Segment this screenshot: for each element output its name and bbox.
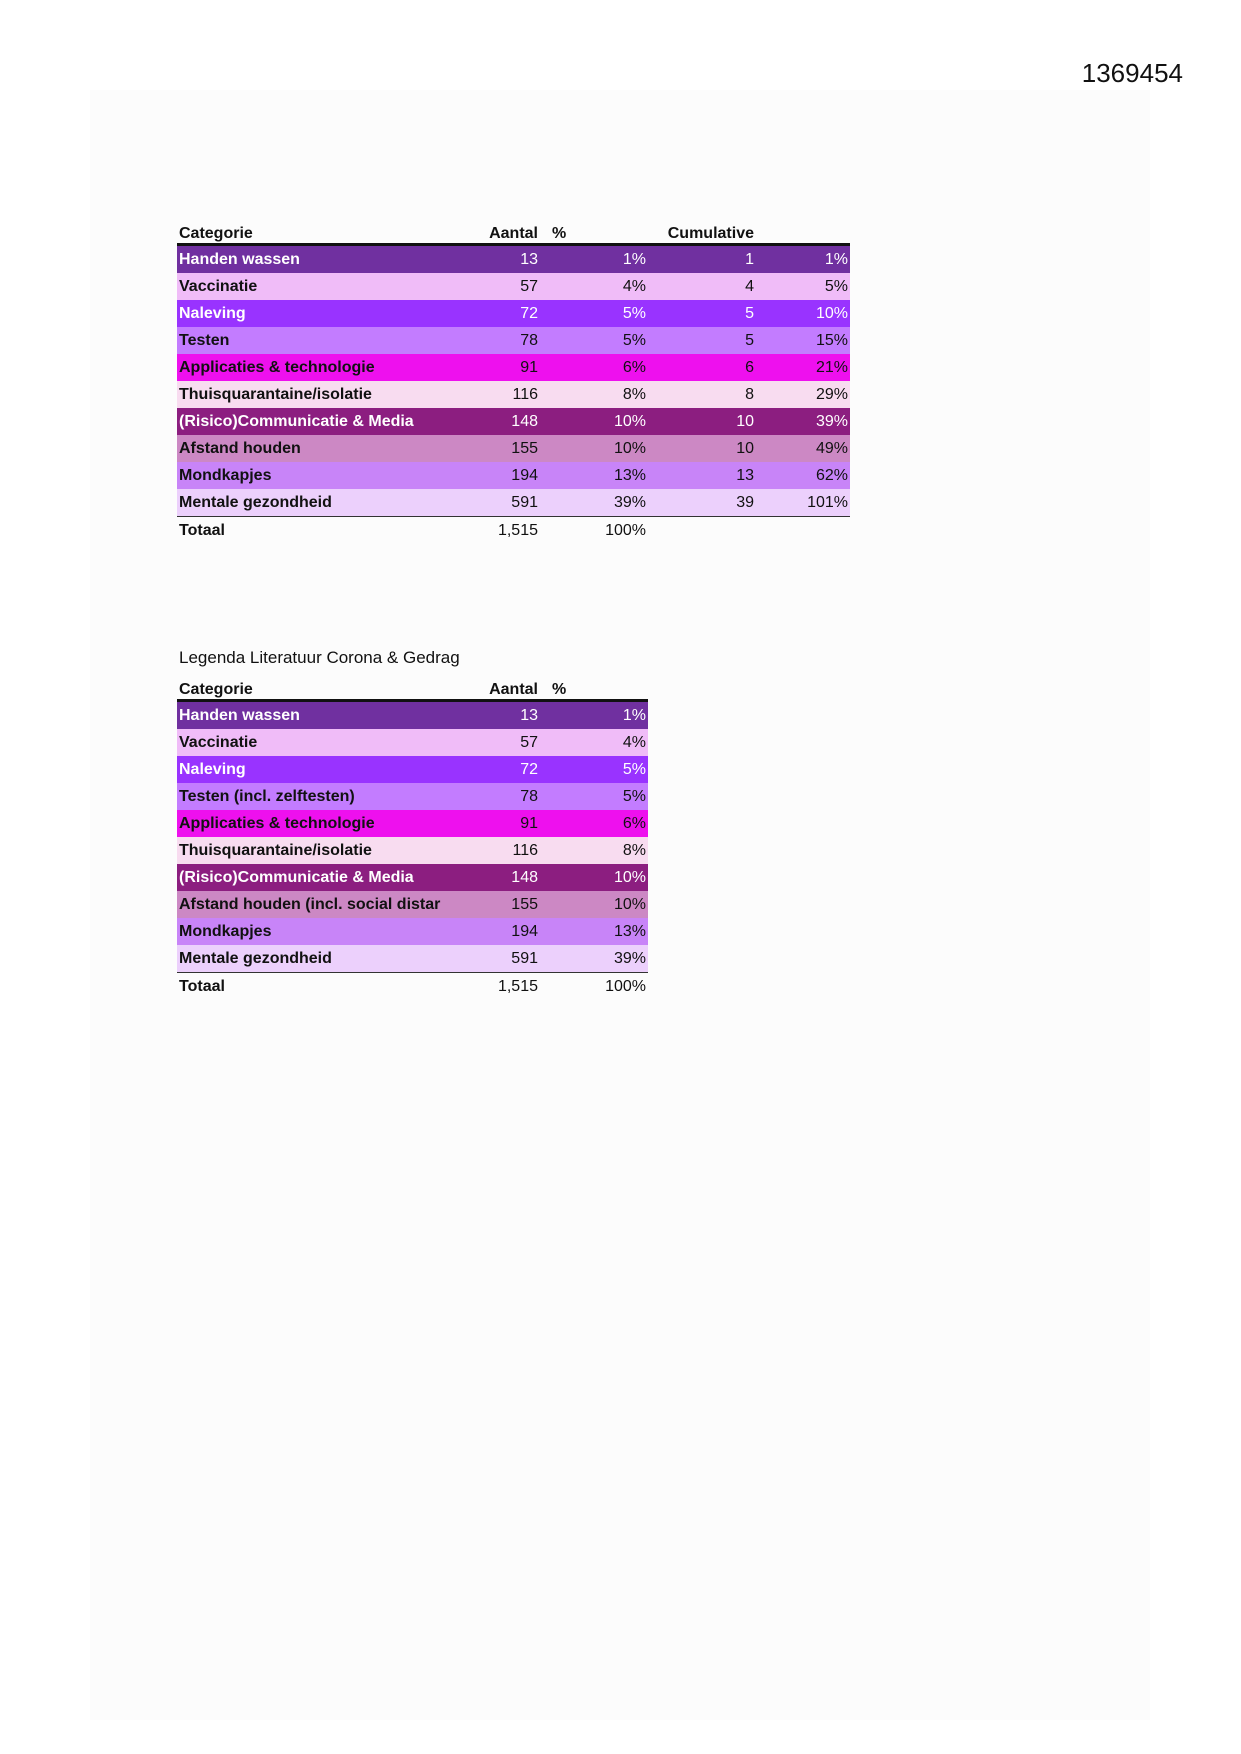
cumulative-count-cell: 8 xyxy=(648,381,756,408)
category-cell: Mondkapjes xyxy=(177,918,456,945)
category-cell: Applicaties & technologie xyxy=(177,810,456,837)
count-cell: 72 xyxy=(456,300,540,327)
header-category: Categorie xyxy=(179,681,253,698)
cumulative-count-cell: 10 xyxy=(648,435,756,462)
category-cell: Applicaties & technologie xyxy=(177,354,456,381)
total-row xyxy=(177,973,648,1001)
cumulative-count-cell: 39 xyxy=(648,489,756,517)
cumulative-percent-cell: 1% xyxy=(756,245,850,274)
count-cell: 91 xyxy=(456,354,540,381)
percent-cell: 39% xyxy=(540,945,648,973)
table-row xyxy=(177,273,850,300)
cumulative-percent-cell: 5% xyxy=(756,273,850,300)
table-row xyxy=(177,810,648,837)
category-cell: Naleving xyxy=(177,300,456,327)
cumulative-percent-cell: 39% xyxy=(756,408,850,435)
table-row xyxy=(177,918,648,945)
category-cell: (Risico)Communicatie & Media xyxy=(177,864,456,891)
category-table xyxy=(177,216,850,544)
header-count: Aantal xyxy=(489,225,538,242)
count-cell: 591 xyxy=(456,489,540,517)
legend-table xyxy=(177,672,648,1000)
cumulative-count-cell: 10 xyxy=(648,408,756,435)
percent-cell: 5% xyxy=(540,327,648,354)
percent-cell: 13% xyxy=(540,462,648,489)
cumulative-percent-cell: 101% xyxy=(756,489,850,517)
count-cell: 148 xyxy=(456,408,540,435)
category-cell: Thuisquarantaine/isolatie xyxy=(177,381,456,408)
count-cell: 78 xyxy=(456,327,540,354)
total-count: 1,515 xyxy=(497,977,538,995)
table-row xyxy=(177,435,850,462)
percent-cell: 8% xyxy=(540,837,648,864)
category-cell: (Risico)Communicatie & Media xyxy=(177,408,456,435)
table-row xyxy=(177,300,850,327)
total-label: Totaal xyxy=(179,521,225,539)
category-cell: Vaccinatie xyxy=(177,729,456,756)
percent-cell: 8% xyxy=(540,381,648,408)
count-cell: 116 xyxy=(456,381,540,408)
count-cell: 148 xyxy=(456,864,540,891)
count-cell: 155 xyxy=(456,891,540,918)
percent-cell: 10% xyxy=(540,408,648,435)
count-cell: 13 xyxy=(456,701,540,730)
table-row xyxy=(177,245,850,274)
total-count: 1,515 xyxy=(497,521,538,539)
cumulative-count-cell: 4 xyxy=(648,273,756,300)
count-cell: 591 xyxy=(456,945,540,973)
total-percent: 100% xyxy=(605,521,646,539)
header-row xyxy=(177,672,648,701)
category-cell: Mondkapjes xyxy=(177,462,456,489)
count-cell: 78 xyxy=(456,783,540,810)
cumulative-percent-cell: 62% xyxy=(756,462,850,489)
count-cell: 91 xyxy=(456,810,540,837)
category-cell: Handen wassen xyxy=(177,701,456,730)
percent-cell: 5% xyxy=(540,300,648,327)
count-cell: 57 xyxy=(456,273,540,300)
table-row xyxy=(177,864,648,891)
table-row xyxy=(177,837,648,864)
cumulative-count-cell: 5 xyxy=(648,327,756,354)
percent-cell: 13% xyxy=(540,918,648,945)
cumulative-count-cell: 1 xyxy=(648,245,756,274)
header-blank xyxy=(756,216,850,245)
category-cell: Mentale gezondheid xyxy=(177,945,456,973)
table-row xyxy=(177,729,648,756)
cumulative-percent-cell: 10% xyxy=(756,300,850,327)
table-row xyxy=(177,945,648,973)
category-cell: Testen (incl. zelftesten) xyxy=(177,783,456,810)
category-cell: Afstand houden (incl. social distar xyxy=(177,891,456,918)
count-cell: 194 xyxy=(456,462,540,489)
table-row xyxy=(177,408,850,435)
table-row xyxy=(177,701,648,730)
count-cell: 72 xyxy=(456,756,540,783)
cumulative-count-cell: 6 xyxy=(648,354,756,381)
category-cell: Thuisquarantaine/isolatie xyxy=(177,837,456,864)
cumulative-percent-cell: 15% xyxy=(756,327,850,354)
legend-title: Legenda Literatuur Corona & Gedrag xyxy=(179,648,460,667)
category-cell: Mentale gezondheid xyxy=(177,489,456,517)
category-cell: Handen wassen xyxy=(177,245,456,274)
table-row xyxy=(177,783,648,810)
table-row xyxy=(177,354,850,381)
total-percent: 100% xyxy=(605,977,646,995)
percent-cell: 5% xyxy=(540,756,648,783)
percent-cell: 4% xyxy=(540,273,648,300)
percent-cell: 6% xyxy=(540,810,648,837)
percent-cell: 5% xyxy=(540,783,648,810)
category-cell: Afstand houden xyxy=(177,435,456,462)
count-cell: 155 xyxy=(456,435,540,462)
header-count: Aantal xyxy=(489,681,538,698)
percent-cell: 10% xyxy=(540,891,648,918)
category-cell: Testen xyxy=(177,327,456,354)
total-row xyxy=(177,517,850,545)
percent-cell: 4% xyxy=(540,729,648,756)
total-blank xyxy=(756,517,850,545)
header-category: Categorie xyxy=(179,225,253,242)
table-row xyxy=(177,891,648,918)
header-percent: % xyxy=(552,225,567,242)
percent-cell: 10% xyxy=(540,864,648,891)
table-row xyxy=(177,327,850,354)
total-label: Totaal xyxy=(179,977,225,995)
document-number: 1369454 xyxy=(1081,58,1183,88)
cumulative-percent-cell: 49% xyxy=(756,435,850,462)
header-row xyxy=(177,216,850,245)
percent-cell: 1% xyxy=(540,701,648,730)
table-row xyxy=(177,489,850,517)
cumulative-count-cell: 5 xyxy=(648,300,756,327)
count-cell: 116 xyxy=(456,837,540,864)
table-row xyxy=(177,756,648,783)
table-row xyxy=(177,381,850,408)
percent-cell: 10% xyxy=(540,435,648,462)
header-percent: % xyxy=(552,681,567,698)
count-cell: 57 xyxy=(456,729,540,756)
count-cell: 194 xyxy=(456,918,540,945)
cumulative-percent-cell: 29% xyxy=(756,381,850,408)
total-blank xyxy=(648,517,756,545)
count-cell: 13 xyxy=(456,245,540,274)
cumulative-percent-cell: 21% xyxy=(756,354,850,381)
category-cell: Vaccinatie xyxy=(177,273,456,300)
header-cumulative: Cumulative xyxy=(667,225,754,242)
percent-cell: 6% xyxy=(540,354,648,381)
category-cell: Naleving xyxy=(177,756,456,783)
table-row xyxy=(177,462,850,489)
percent-cell: 1% xyxy=(540,245,648,274)
percent-cell: 39% xyxy=(540,489,648,517)
cumulative-count-cell: 13 xyxy=(648,462,756,489)
